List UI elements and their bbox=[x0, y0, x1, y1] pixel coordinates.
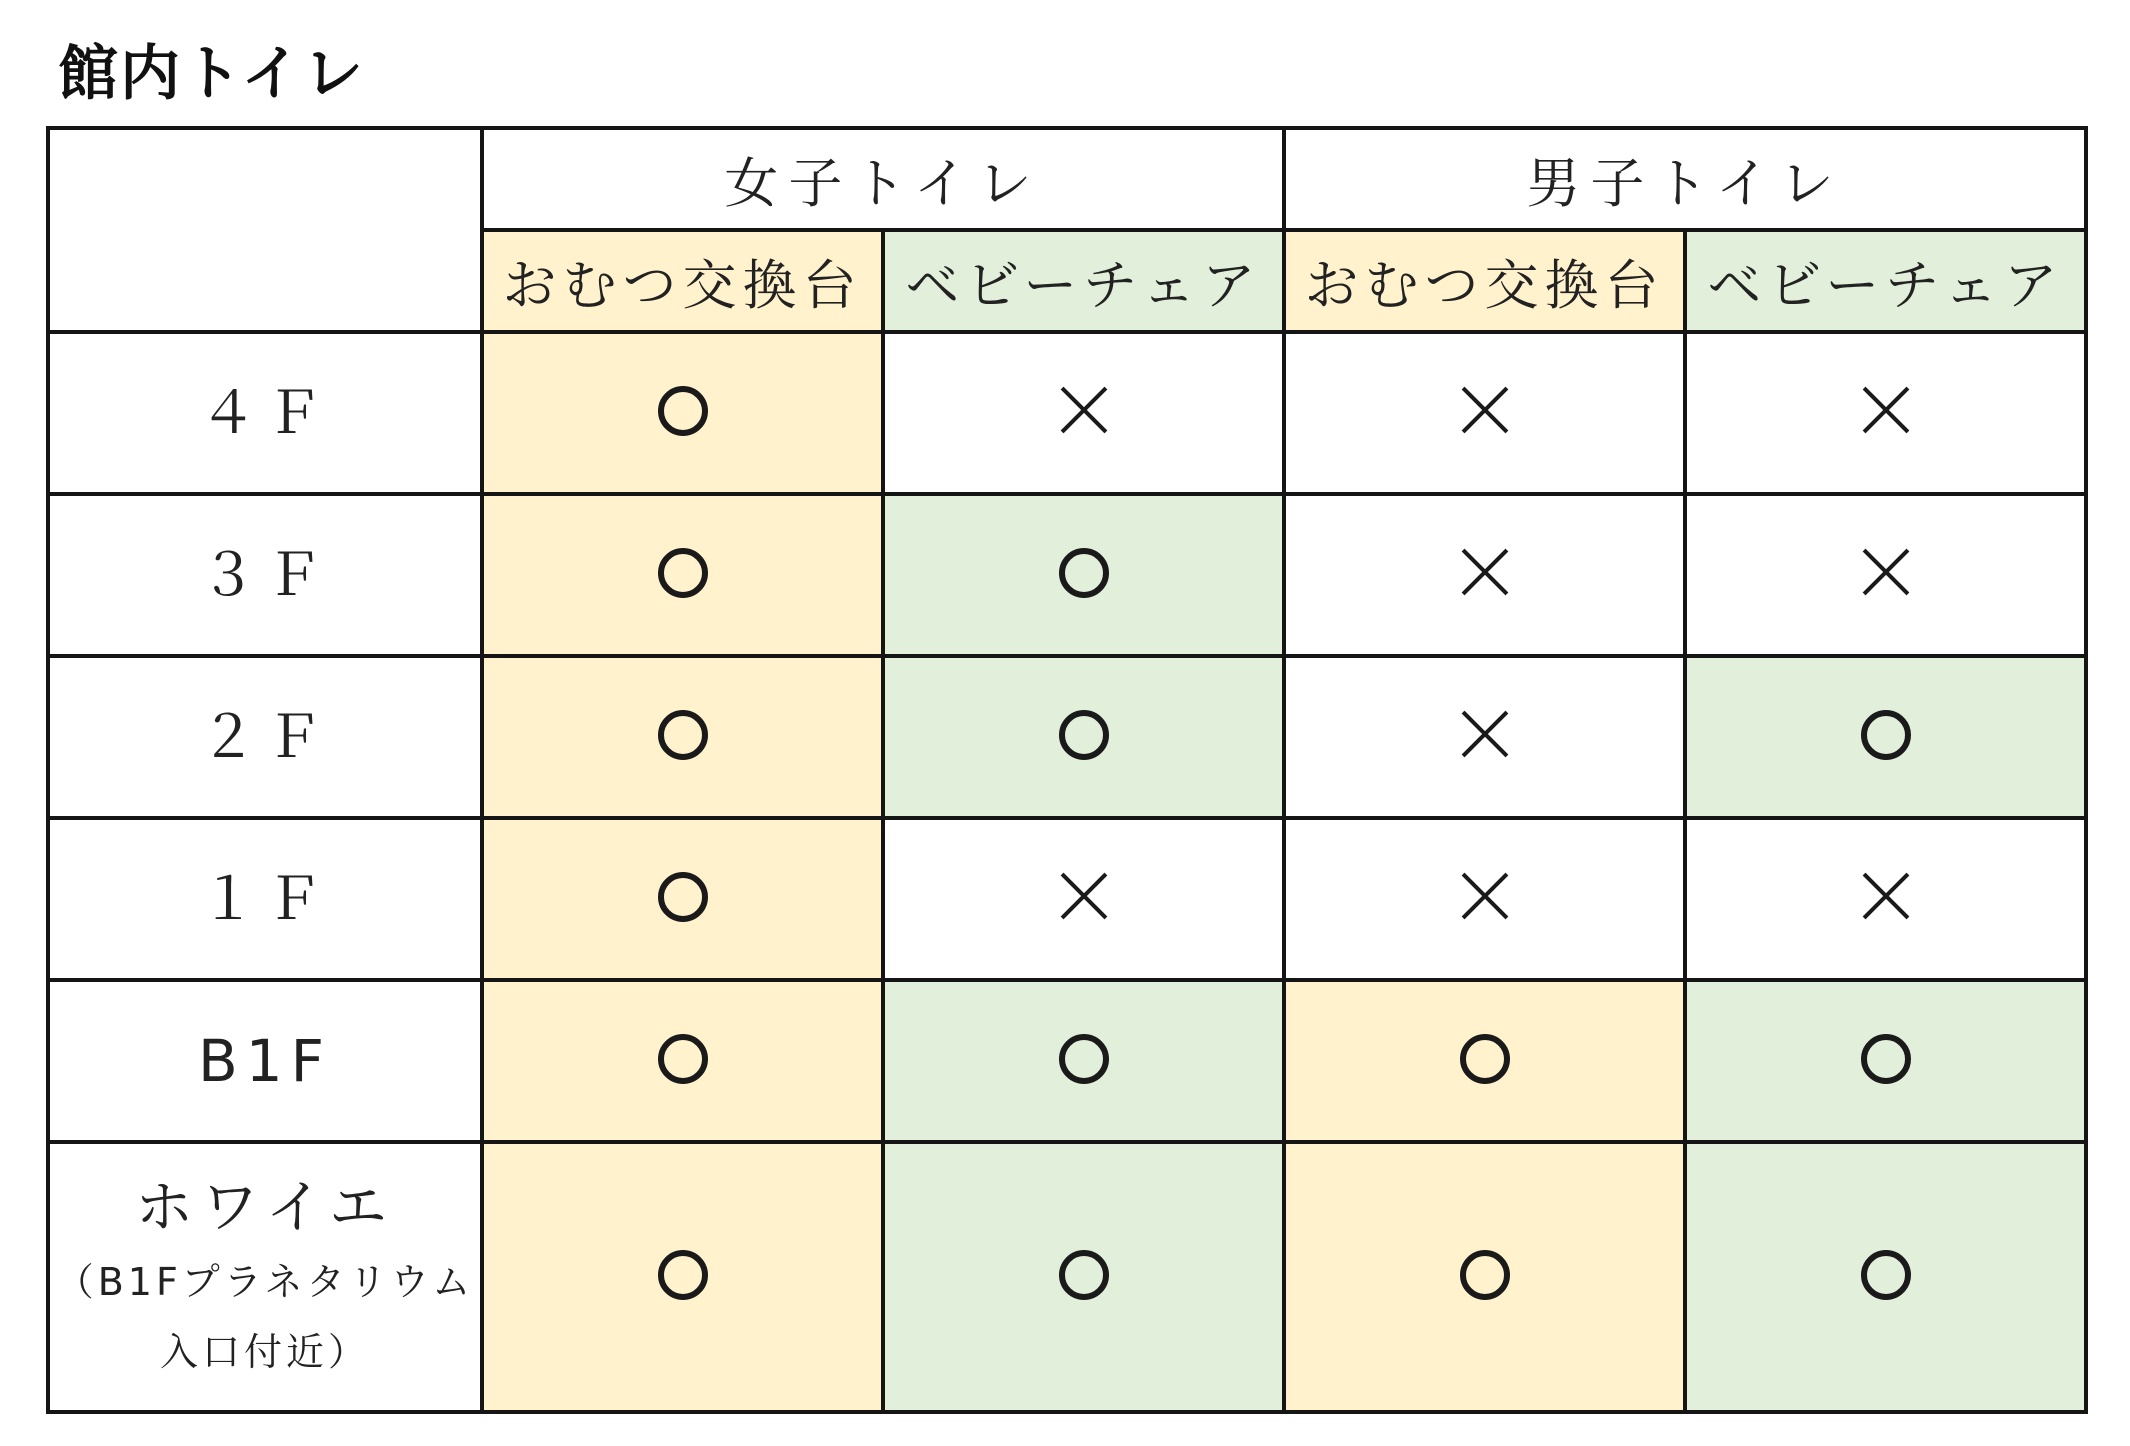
cross-mark-icon bbox=[1460, 386, 1510, 436]
men-changing-table-cell bbox=[1284, 494, 1685, 656]
floor-name: ホワイエ bbox=[135, 1173, 395, 1241]
floor-label-cell bbox=[48, 1142, 482, 1412]
floor-name: １Ｆ bbox=[198, 865, 331, 933]
circle-mark-icon bbox=[1059, 1034, 1109, 1084]
men-changing-table-cell bbox=[1284, 818, 1685, 980]
cross-mark-icon bbox=[1460, 872, 1510, 922]
circle-mark-icon bbox=[658, 1250, 708, 1300]
men-baby-chair-header: ベビーチェア bbox=[1685, 230, 2086, 332]
table-row bbox=[48, 980, 2086, 1142]
table-row bbox=[48, 818, 2086, 980]
circle-mark-icon bbox=[658, 710, 708, 760]
women-baby-chair-header: ベビーチェア bbox=[883, 230, 1284, 332]
women-baby-chair-cell bbox=[883, 818, 1284, 980]
toilet-availability-table bbox=[46, 126, 2088, 1414]
floor-label-cell bbox=[48, 656, 482, 818]
floor-name: ３Ｆ bbox=[198, 541, 331, 609]
floor-label-cell bbox=[48, 332, 482, 494]
men-baby-chair-cell bbox=[1685, 494, 2086, 656]
circle-mark-icon bbox=[1059, 710, 1109, 760]
women-baby-chair-cell bbox=[883, 980, 1284, 1142]
floor-name: ４Ｆ bbox=[198, 379, 331, 447]
floor-note: （B1Fプラネタリウム 入口付近） bbox=[55, 1260, 475, 1374]
cross-mark-icon bbox=[1861, 872, 1911, 922]
men-baby-chair-cell bbox=[1685, 332, 2086, 494]
table-row bbox=[48, 332, 2086, 494]
circle-mark-icon bbox=[1861, 1250, 1911, 1300]
circle-mark-icon bbox=[1861, 710, 1911, 760]
women-changing-table-cell bbox=[482, 332, 883, 494]
cross-mark-icon bbox=[1059, 872, 1109, 922]
circle-mark-icon bbox=[1460, 1034, 1510, 1084]
men-toilet-header: 男子トイレ bbox=[1284, 128, 2086, 230]
floor-label-cell bbox=[48, 980, 482, 1142]
women-changing-table-cell bbox=[482, 1142, 883, 1412]
men-baby-chair-cell bbox=[1685, 1142, 2086, 1412]
circle-mark-icon bbox=[1861, 1034, 1911, 1084]
circle-mark-icon bbox=[658, 548, 708, 598]
circle-mark-icon bbox=[658, 872, 708, 922]
cross-mark-icon bbox=[1861, 386, 1911, 436]
women-baby-chair-cell bbox=[883, 494, 1284, 656]
circle-mark-icon bbox=[1059, 548, 1109, 598]
women-changing-table-cell bbox=[482, 818, 883, 980]
floor-label-cell bbox=[48, 818, 482, 980]
group-header-row bbox=[48, 128, 2086, 230]
cross-mark-icon bbox=[1460, 548, 1510, 598]
cross-mark-icon bbox=[1861, 548, 1911, 598]
men-changing-table-cell bbox=[1284, 980, 1685, 1142]
circle-mark-icon bbox=[658, 1034, 708, 1084]
circle-mark-icon bbox=[658, 386, 708, 436]
floor-name: ２Ｆ bbox=[198, 703, 331, 771]
women-changing-table-cell bbox=[482, 980, 883, 1142]
page-title: 館内トイレ bbox=[58, 39, 365, 109]
men-baby-chair-cell bbox=[1685, 656, 2086, 818]
corner-cell bbox=[48, 128, 482, 332]
cross-mark-icon bbox=[1460, 710, 1510, 760]
men-baby-chair-cell bbox=[1685, 980, 2086, 1142]
men-changing-table-cell bbox=[1284, 656, 1685, 818]
floor-name: B1F bbox=[197, 1027, 333, 1095]
table-row bbox=[48, 656, 2086, 818]
floor-label-cell bbox=[48, 494, 482, 656]
circle-mark-icon bbox=[1059, 1250, 1109, 1300]
women-changing-table-cell bbox=[482, 656, 883, 818]
women-baby-chair-cell bbox=[883, 332, 1284, 494]
women-changing-table-cell bbox=[482, 494, 883, 656]
men-changing-table-cell bbox=[1284, 1142, 1685, 1412]
women-changing-table-header: おむつ交換台 bbox=[482, 230, 883, 332]
men-changing-table-cell bbox=[1284, 332, 1685, 494]
men-changing-table-header: おむつ交換台 bbox=[1284, 230, 1685, 332]
table-row bbox=[48, 1142, 2086, 1412]
cross-mark-icon bbox=[1059, 386, 1109, 436]
men-baby-chair-cell bbox=[1685, 818, 2086, 980]
table-row bbox=[48, 494, 2086, 656]
women-baby-chair-cell bbox=[883, 1142, 1284, 1412]
women-toilet-header: 女子トイレ bbox=[482, 128, 1284, 230]
women-baby-chair-cell bbox=[883, 656, 1284, 818]
circle-mark-icon bbox=[1460, 1250, 1510, 1300]
